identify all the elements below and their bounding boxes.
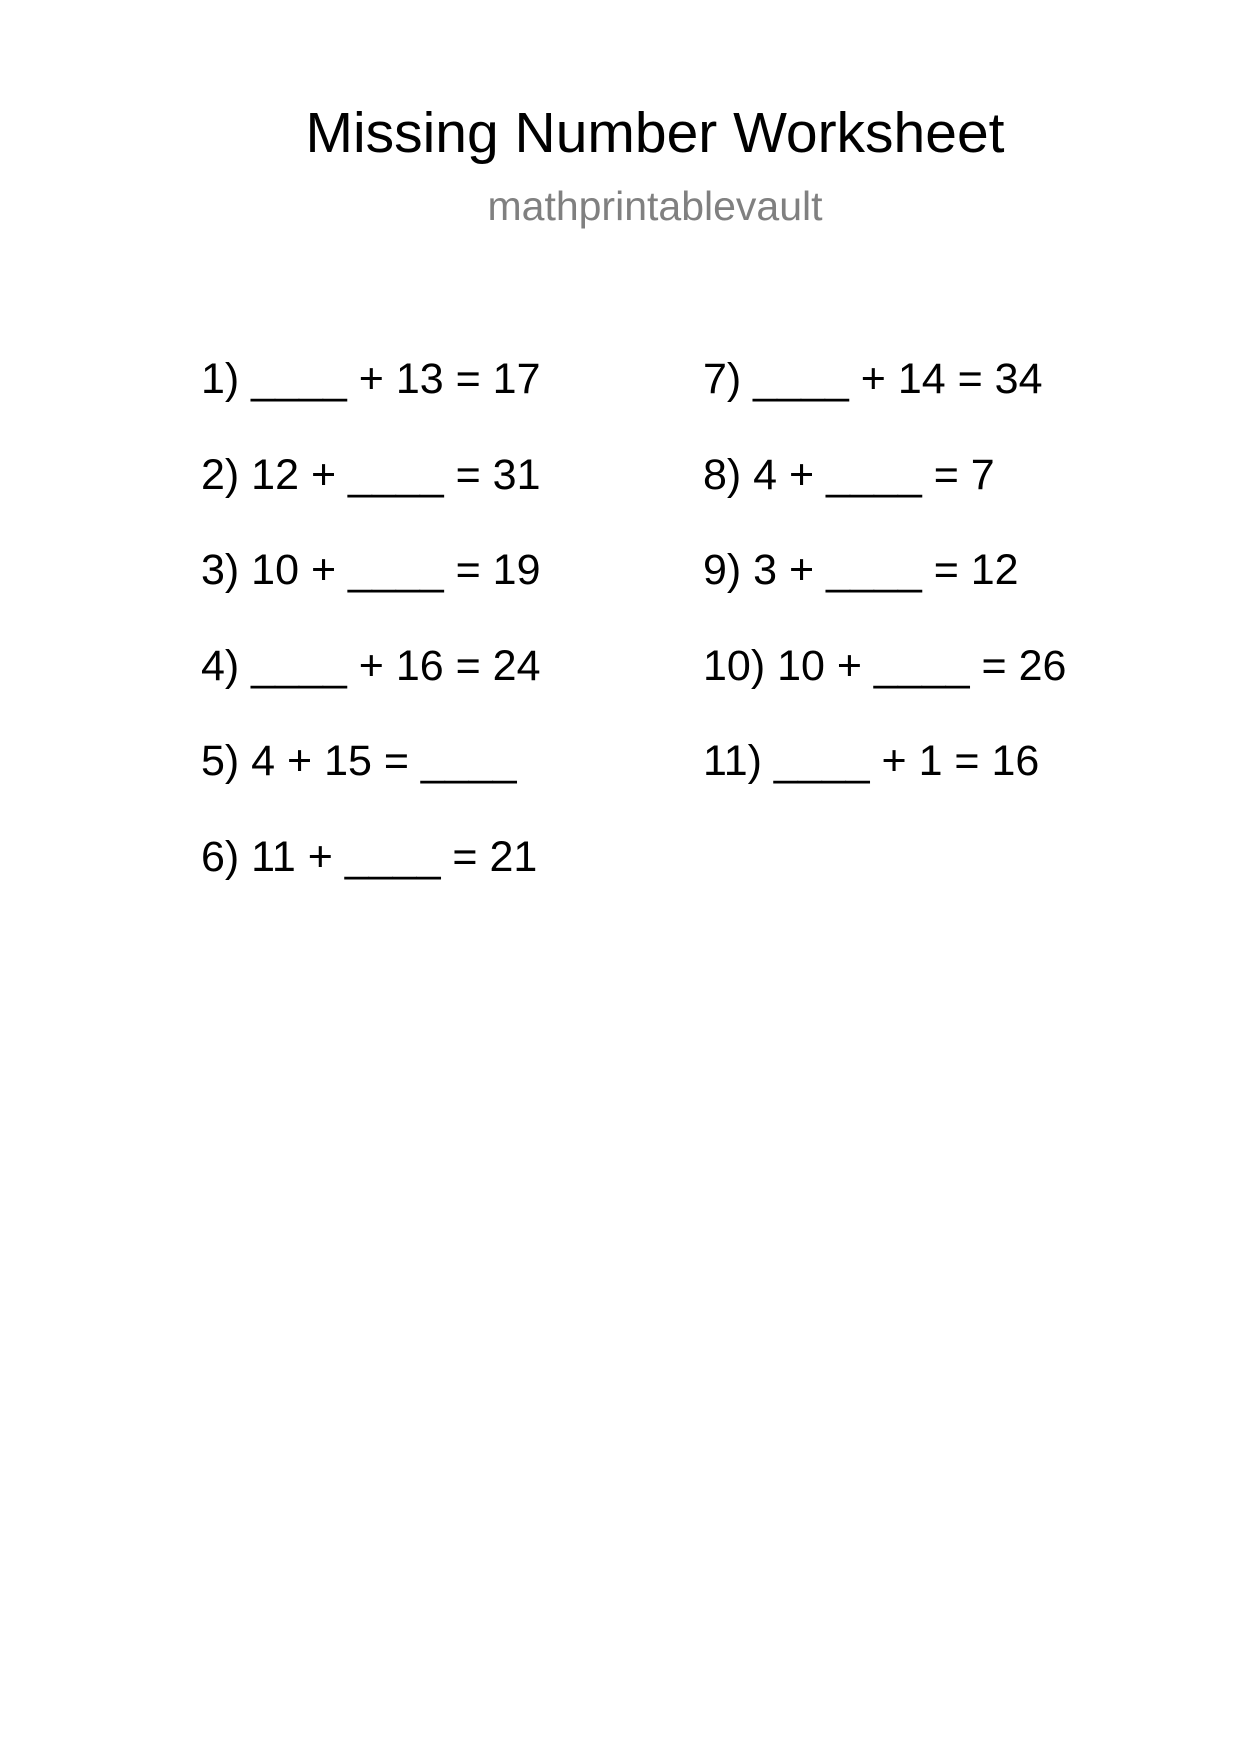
problem-8: 8) 4 + ____ = 7 — [703, 450, 995, 499]
problems-left-column — [201, 348, 541, 921]
problem-5: 5) 4 + 15 = ____ — [201, 737, 517, 785]
problem-10: 10) 10 + ____ = 26 — [703, 641, 1067, 690]
problem-6: 6) 11 + ____ = 21 — [201, 832, 538, 881]
page-subtitle: mathprintablevault — [487, 183, 823, 229]
problem-9: 9) 3 + ____ = 12 — [703, 546, 1019, 594]
problem-3: 3) 10 + ____ = 19 — [201, 546, 541, 594]
page-title: Missing Number Worksheet — [305, 101, 1005, 165]
problem-2: 2) 12 + ____ = 31 — [201, 450, 541, 499]
problem-1: 1) ____ + 13 = 17 — [201, 355, 541, 403]
problem-4: 4) ____ + 16 = 24 — [201, 641, 541, 690]
problems-right-column — [703, 348, 1066, 826]
problem-7: 7) ____ + 14 = 34 — [703, 355, 1043, 403]
problem-11: 11) ____ + 1 = 16 — [703, 737, 1040, 785]
